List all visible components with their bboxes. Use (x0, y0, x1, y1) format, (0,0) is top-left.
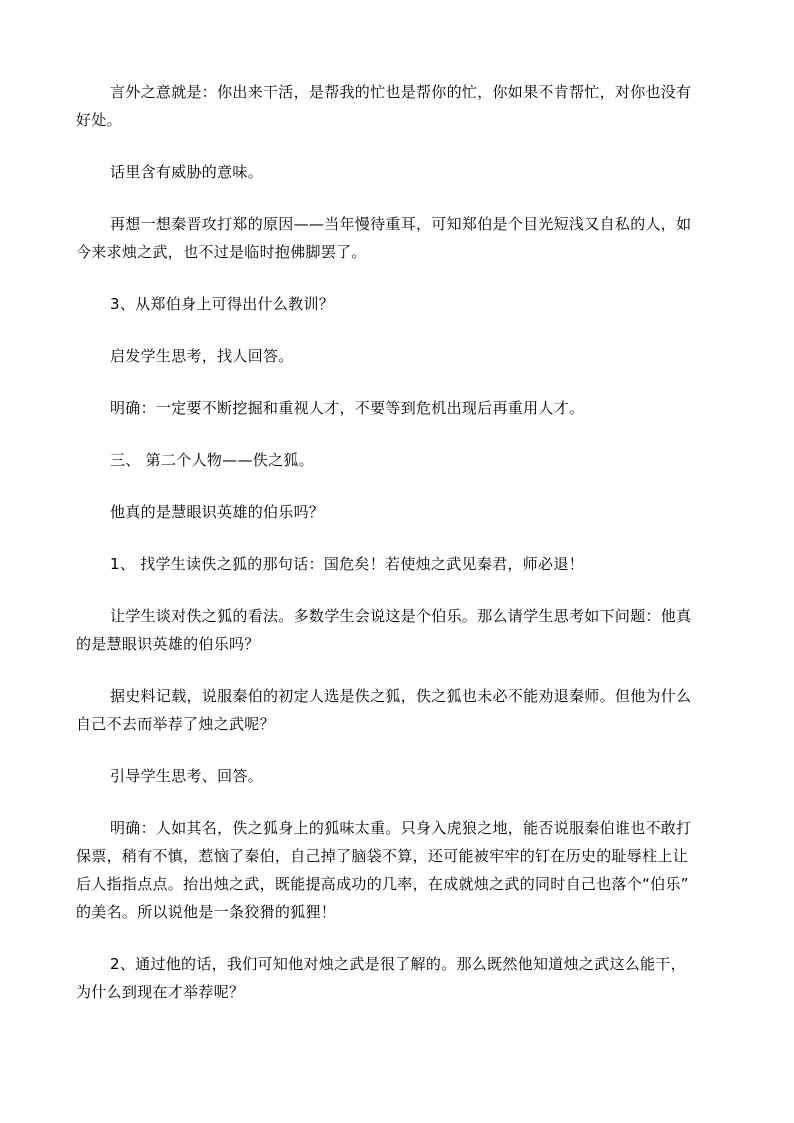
paragraph-14 (76, 950, 720, 1006)
paragraph-3 (76, 210, 720, 266)
paragraph-2-line-1: 话里含有威胁的意味。 (110, 163, 264, 181)
document-body (76, 78, 720, 1030)
paragraph-12-line-1: 引导学生思考、回答。 (110, 767, 264, 785)
section-heading-3 (110, 446, 720, 474)
paragraph-5 (110, 342, 720, 370)
paragraph-13 (76, 814, 720, 926)
paragraph-2 (110, 158, 720, 186)
paragraph-10 (76, 602, 720, 658)
section-heading-3-line-1: 三、 第二个人物——佚之狐。 (110, 451, 314, 469)
paragraph-1 (76, 78, 720, 134)
paragraph-3-line-2: 今来求烛之武，也不过是临时抱佛脚罢了。 (76, 243, 367, 261)
paragraph-12 (110, 762, 720, 790)
paragraph-8-line-1: 他真的是慧眼识英雄的伯乐吗？ (110, 503, 325, 521)
paragraph-9-line-1: 1、 找学生读佚之狐的那句话：国危矣！若使烛之武见秦君，师必退！ (110, 555, 584, 573)
paragraph-1-line-2: 好处。 (76, 111, 122, 129)
paragraph-14-line-2: 为什么到现在才举荐呢？ (76, 983, 245, 1001)
paragraph-13-line-1: 明确：人如其名，佚之狐身上的狐味太重。只身入虎狼之地，能否说服秦伯谁也不敢打 (110, 819, 692, 837)
paragraph-11 (76, 682, 720, 738)
paragraph-4 (110, 290, 720, 318)
paragraph-13-line-4: 的美名。所以说他是一条狡猾的狐狸！ (76, 903, 337, 921)
paragraph-10-line-1: 让学生谈对佚之狐的看法。多数学生会说这是个伯乐。那么请学生思考如下问题：他真 (110, 607, 692, 625)
paragraph-4-line-1: 3、从郑伯身上可得出什么教训？ (110, 295, 335, 313)
paragraph-5-line-1: 启发学生思考，找人回答。 (110, 347, 294, 365)
paragraph-13-line-2: 保票，稍有不慎，惹恼了秦伯，自己掉了脑袋不算，还可能被牢牢的钉在历史的耻辱柱上让 (76, 847, 689, 865)
paragraph-11-line-1: 据史料记载，说服秦伯的初定人选是佚之狐，佚之狐也未必不能劝退秦师。但他为什么 (110, 687, 692, 705)
paragraph-10-line-2: 的是慧眼识英雄的伯乐吗？ (76, 635, 260, 653)
paragraph-14-line-1: 2、通过他的话，我们可知他对烛之武是很了解的。那么既然他知道烛之武这么能干， (110, 955, 686, 973)
paragraph-13-line-3: 后人指指点点。抬出烛之武，既能提高成功的几率，在成就烛之武的同时自己也落个“伯乐” (76, 875, 689, 893)
paragraph-8 (110, 498, 720, 526)
paragraph-9 (110, 550, 720, 578)
paragraph-11-line-2: 自己不去而举荐了烛之武呢？ (76, 715, 275, 733)
paragraph-1-line-1: 言外之意就是：你出来干活，是帮我的忙也是帮你的忙，你如果不肯帮忙，对你也没有 (110, 83, 692, 101)
paragraph-3-line-1: 再想一想秦晋攻打郑的原因——当年慢待重耳，可知郑伯是个目光短浅又自私的人，如 (110, 215, 692, 233)
paragraph-6-line-1: 明确：一定要不断挖掘和重视人才，不要等到危机出现后再重用人才。 (110, 399, 585, 417)
paragraph-6 (110, 394, 720, 422)
